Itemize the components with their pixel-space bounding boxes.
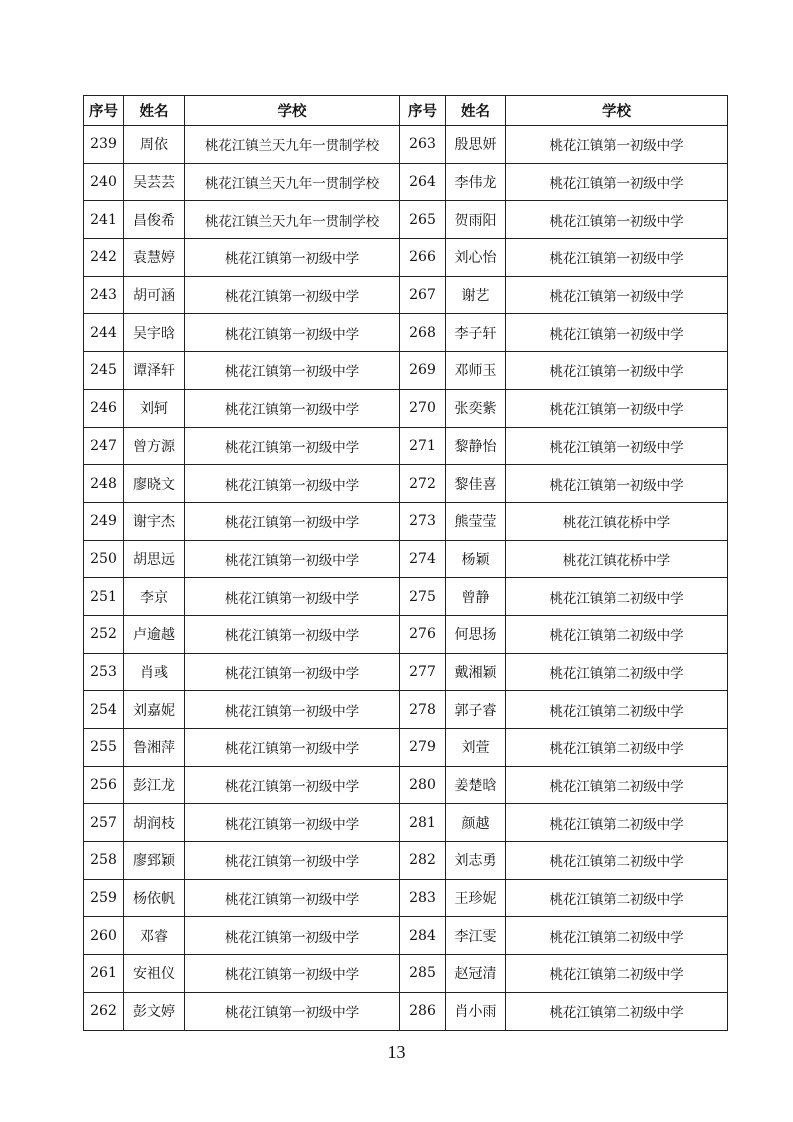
name-cell: 肖彧: [124, 653, 185, 691]
name-cell: 曾静: [446, 578, 506, 616]
serial-cell: 283: [400, 879, 446, 917]
name-cell: 彭江龙: [124, 766, 185, 804]
name-cell: 王珍妮: [446, 879, 506, 917]
school-cell: 桃花江镇第一初级中学: [185, 239, 400, 277]
school-cell: 桃花江镇第一初级中学: [185, 917, 400, 955]
name-cell: 肖小雨: [446, 992, 506, 1030]
header-serial-left: 序号: [84, 96, 124, 126]
school-cell: 桃花江镇第一初级中学: [185, 615, 400, 653]
school-cell: 桃花江镇第一初级中学: [506, 427, 728, 465]
school-cell: 桃花江镇第二初级中学: [506, 729, 728, 767]
school-cell: 桃花江镇第二初级中学: [506, 955, 728, 993]
table-row: [84, 427, 728, 465]
name-cell: 熊莹莹: [446, 502, 506, 540]
school-cell: 桃花江镇第一初级中学: [185, 804, 400, 842]
table-row: [84, 201, 728, 239]
school-cell: 桃花江镇第一初级中学: [506, 163, 728, 201]
header-school-left: 学校: [185, 96, 400, 126]
serial-cell: 240: [84, 163, 124, 201]
table-row: [84, 804, 728, 842]
school-cell: 桃花江镇第一初级中学: [506, 389, 728, 427]
school-cell: 桃花江镇第一初级中学: [185, 653, 400, 691]
name-cell: 李伟龙: [446, 163, 506, 201]
table-row: [84, 879, 728, 917]
table-row: [84, 465, 728, 503]
name-cell: 刘志勇: [446, 842, 506, 880]
serial-cell: 256: [84, 766, 124, 804]
header-name-left: 姓名: [124, 96, 185, 126]
serial-cell: 264: [400, 163, 446, 201]
serial-cell: 274: [400, 540, 446, 578]
serial-cell: 250: [84, 540, 124, 578]
serial-cell: 267: [400, 276, 446, 314]
table-row: [84, 389, 728, 427]
serial-cell: 241: [84, 201, 124, 239]
school-cell: 桃花江镇第一初级中学: [185, 955, 400, 993]
name-cell: 曾方源: [124, 427, 185, 465]
table-row: [84, 615, 728, 653]
serial-cell: 248: [84, 465, 124, 503]
table-row: [84, 540, 728, 578]
serial-cell: 247: [84, 427, 124, 465]
serial-cell: 286: [400, 992, 446, 1030]
serial-cell: 259: [84, 879, 124, 917]
school-cell: 桃花江镇第一初级中学: [185, 691, 400, 729]
school-cell: 桃花江镇第一初级中学: [185, 276, 400, 314]
table-row: [84, 842, 728, 880]
serial-cell: 249: [84, 502, 124, 540]
school-cell: 桃花江镇第一初级中学: [185, 842, 400, 880]
name-cell: 黎静怡: [446, 427, 506, 465]
serial-cell: 270: [400, 389, 446, 427]
serial-cell: 265: [400, 201, 446, 239]
name-cell: 胡可涵: [124, 276, 185, 314]
serial-cell: 261: [84, 955, 124, 993]
name-cell: 廖郅颖: [124, 842, 185, 880]
name-cell: 黎佳喜: [446, 465, 506, 503]
school-cell: 桃花江镇第一初级中学: [506, 465, 728, 503]
school-cell: 桃花江镇第一初级中学: [185, 502, 400, 540]
serial-cell: 266: [400, 239, 446, 277]
serial-cell: 242: [84, 239, 124, 277]
serial-cell: 278: [400, 691, 446, 729]
name-cell: 颜越: [446, 804, 506, 842]
table-row: [84, 239, 728, 277]
school-cell: 桃花江镇第一初级中学: [185, 578, 400, 616]
school-cell: 桃花江镇第一初级中学: [506, 201, 728, 239]
serial-cell: 262: [84, 992, 124, 1030]
serial-cell: 272: [400, 465, 446, 503]
table-header: [84, 96, 728, 126]
school-cell: 桃花江镇第二初级中学: [506, 992, 728, 1030]
school-cell: 桃花江镇第一初级中学: [185, 314, 400, 352]
school-cell: 桃花江镇第二初级中学: [506, 804, 728, 842]
name-cell: 戴湘颖: [446, 653, 506, 691]
name-cell: 刘轲: [124, 389, 185, 427]
name-cell: 张奕紫: [446, 389, 506, 427]
name-cell: 袁慧婷: [124, 239, 185, 277]
school-cell: 桃花江镇第一初级中学: [506, 239, 728, 277]
name-cell: 周依: [124, 126, 185, 164]
name-cell: 何思扬: [446, 615, 506, 653]
name-cell: 胡润枝: [124, 804, 185, 842]
table-row: [84, 314, 728, 352]
name-cell: 杨颖: [446, 540, 506, 578]
name-cell: 彭文婷: [124, 992, 185, 1030]
name-cell: 谢宇杰: [124, 502, 185, 540]
serial-cell: 246: [84, 389, 124, 427]
name-cell: 刘嘉妮: [124, 691, 185, 729]
serial-cell: 263: [400, 126, 446, 164]
name-cell: 廖晓文: [124, 465, 185, 503]
serial-cell: 239: [84, 126, 124, 164]
table-row: [84, 352, 728, 390]
table-row: [84, 276, 728, 314]
name-cell: 李江雯: [446, 917, 506, 955]
header-row: [84, 96, 728, 126]
school-cell: 桃花江镇第二初级中学: [506, 917, 728, 955]
table-row: [84, 163, 728, 201]
school-cell: 桃花江镇第一初级中学: [185, 352, 400, 390]
serial-cell: 280: [400, 766, 446, 804]
name-cell: 谢艺: [446, 276, 506, 314]
name-cell: 胡思远: [124, 540, 185, 578]
school-cell: 桃花江镇第一初级中学: [185, 540, 400, 578]
name-cell: 昌俊希: [124, 201, 185, 239]
name-cell: 安祖仪: [124, 955, 185, 993]
table-row: [84, 917, 728, 955]
school-cell: 桃花江镇第二初级中学: [506, 578, 728, 616]
name-cell: 赵冠清: [446, 955, 506, 993]
name-cell: 李京: [124, 578, 185, 616]
school-cell: 桃花江镇兰天九年一贯制学校: [185, 126, 400, 164]
serial-cell: 276: [400, 615, 446, 653]
school-cell: 桃花江镇第一初级中学: [185, 729, 400, 767]
name-cell: 邓师玉: [446, 352, 506, 390]
school-cell: 桃花江镇第二初级中学: [506, 766, 728, 804]
header-name-right: 姓名: [446, 96, 506, 126]
school-cell: 桃花江镇第一初级中学: [185, 465, 400, 503]
serial-cell: 245: [84, 352, 124, 390]
serial-cell: 271: [400, 427, 446, 465]
table-row: [84, 729, 728, 767]
serial-cell: 273: [400, 502, 446, 540]
school-cell: 桃花江镇花桥中学: [506, 540, 728, 578]
serial-cell: 275: [400, 578, 446, 616]
name-cell: 邓睿: [124, 917, 185, 955]
serial-cell: 257: [84, 804, 124, 842]
school-cell: 桃花江镇第一初级中学: [185, 427, 400, 465]
serial-cell: 285: [400, 955, 446, 993]
table-row: [84, 766, 728, 804]
table-body: [84, 126, 728, 1031]
name-cell: 姜楚晗: [446, 766, 506, 804]
serial-cell: 284: [400, 917, 446, 955]
school-cell: 桃花江镇第一初级中学: [506, 126, 728, 164]
serial-cell: 255: [84, 729, 124, 767]
serial-cell: 277: [400, 653, 446, 691]
table-row: [84, 955, 728, 993]
serial-cell: 269: [400, 352, 446, 390]
table-row: [84, 992, 728, 1030]
school-cell: 桃花江镇第一初级中学: [506, 314, 728, 352]
name-cell: 郭子睿: [446, 691, 506, 729]
name-cell: 谭泽轩: [124, 352, 185, 390]
student-list-table: [83, 95, 728, 1031]
table-row: [84, 502, 728, 540]
school-cell: 桃花江镇兰天九年一贯制学校: [185, 201, 400, 239]
table-row: [84, 578, 728, 616]
school-cell: 桃花江镇花桥中学: [506, 502, 728, 540]
name-cell: 刘萱: [446, 729, 506, 767]
table-row: [84, 653, 728, 691]
school-cell: 桃花江镇第一初级中学: [185, 992, 400, 1030]
table-row: [84, 126, 728, 164]
school-cell: 桃花江镇第一初级中学: [185, 766, 400, 804]
page-number: 13: [387, 1042, 406, 1062]
serial-cell: 279: [400, 729, 446, 767]
name-cell: 吴芸芸: [124, 163, 185, 201]
name-cell: 鲁湘萍: [124, 729, 185, 767]
serial-cell: 243: [84, 276, 124, 314]
school-cell: 桃花江镇第二初级中学: [506, 842, 728, 880]
school-cell: 桃花江镇第一初级中学: [506, 276, 728, 314]
name-cell: 卢逾越: [124, 615, 185, 653]
header-school-right: 学校: [506, 96, 728, 126]
school-cell: 桃花江镇第一初级中学: [506, 352, 728, 390]
school-cell: 桃花江镇第二初级中学: [506, 653, 728, 691]
name-cell: 李子轩: [446, 314, 506, 352]
school-cell: 桃花江镇兰天九年一贯制学校: [185, 163, 400, 201]
serial-cell: 260: [84, 917, 124, 955]
serial-cell: 244: [84, 314, 124, 352]
serial-cell: 268: [400, 314, 446, 352]
serial-cell: 251: [84, 578, 124, 616]
school-cell: 桃花江镇第二初级中学: [506, 879, 728, 917]
serial-cell: 281: [400, 804, 446, 842]
name-cell: 杨依帆: [124, 879, 185, 917]
table-row: [84, 691, 728, 729]
serial-cell: 253: [84, 653, 124, 691]
header-serial-right: 序号: [400, 96, 446, 126]
school-cell: 桃花江镇第一初级中学: [185, 879, 400, 917]
school-cell: 桃花江镇第二初级中学: [506, 615, 728, 653]
serial-cell: 258: [84, 842, 124, 880]
serial-cell: 252: [84, 615, 124, 653]
school-cell: 桃花江镇第二初级中学: [506, 691, 728, 729]
name-cell: 贺雨阳: [446, 201, 506, 239]
school-cell: 桃花江镇第一初级中学: [185, 389, 400, 427]
serial-cell: 282: [400, 842, 446, 880]
name-cell: 殷思妍: [446, 126, 506, 164]
serial-cell: 254: [84, 691, 124, 729]
name-cell: 刘心怡: [446, 239, 506, 277]
name-cell: 吴宇晗: [124, 314, 185, 352]
